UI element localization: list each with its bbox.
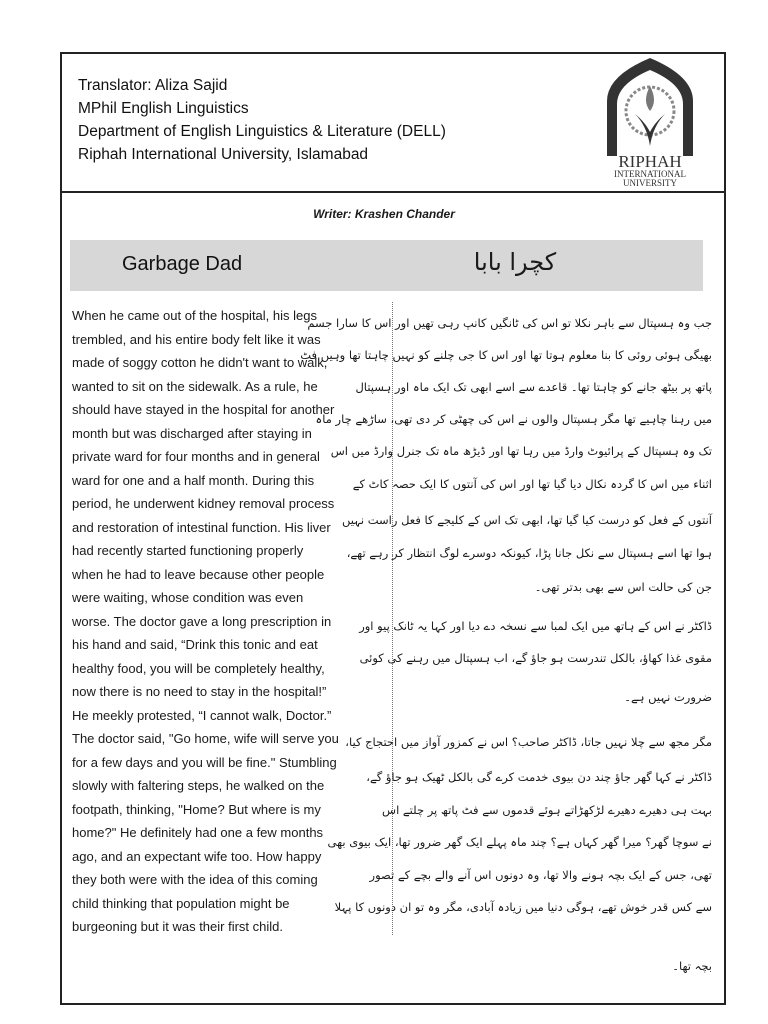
logo-university: UNIVERSITY [623,178,677,186]
urdu-line: بھیگی ہوئی روئی کا بنا معلوم ہوتا تھا اور اس کا جی چلنے کو نہیں چاہتا تھا وہیں فٹ [300,348,712,362]
english-line: were waiting, whose condition was even [72,590,304,605]
english-line: his hand and said, “Drink this tonic and eat [72,637,318,652]
urdu-line: بچہ تھا۔ [672,959,712,973]
english-line: now there is no need to stay in the hospital!” [72,684,327,699]
urdu-line: نے سوچا گھر؟ میرا گھر کہاں ہے؟ چند ماہ پہلے ایک گھر ضرور تھا، ایک بیوی بھی [327,835,712,849]
urdu-line: اثناء میں اس کا گردہ نکال دیا گیا تھا اور اس کی آنتوں کا ایک حصہ کاٹ کے [352,477,712,491]
logo-riphah: RIPHAH [618,152,682,171]
english-line: The doctor said, "Go home, wife will serve you [72,731,339,746]
english-line: when he had to leave because other people [72,566,325,582]
title-urdu: کچرا بابا [473,248,557,276]
department: Department of English Linguistics & Literature (DELL) [78,123,446,140]
english-line: should have stayed in the hospital for another [72,402,335,417]
english-line: made of soggy cotton he didn't want to walk, [72,355,328,370]
english-line: month but was discharged after staying in [72,425,312,441]
urdu-line: ڈاکٹر نے کہا گھر جاؤ چند دن بیوی خدمت کرے گی بالکل ٹھیک ہو جاؤ گے، [366,770,712,784]
urdu-line: مقوی غذا کھاؤ، بالکل تندرست ہو جاؤ گے، اب ہسپتال میں رہنے کی کوئی [359,651,712,665]
english-line: He meekly protested, “I cannot walk, Doctor.” [72,707,332,723]
riphah-logo [597,56,703,186]
urdu-line: تک وہ ہسپتال کے پرائیوٹ وارڈ میں رہا تھا اور ڈیڑھ ماہ تک جنرل وارڈ میں اس [330,444,712,458]
english-line: trembled, and his entire body felt like it was [72,331,321,347]
title-english: Garbage Dad [122,253,243,275]
english-line: wanted to sit on the sidewalk. As a rule, he [72,378,318,394]
english-line: private ward for four months and in general [72,449,320,464]
urdu-line: سے کس قدر خوش تھے، ہوگی دنیا میں زیادہ آبادی، مگر وہ تو ان دونوں کا پہلا [334,900,712,914]
english-line: burgeoning but it was their first child. [72,919,283,934]
english-line: had recently started functioning properly [72,543,304,558]
urdu-line: ڈاکٹر نے اس کے ہاتھ میں ایک لمبا سے نسخہ دے دیا اور کہا یہ ٹانک پیو اور [359,619,712,633]
urdu-line: آنتوں کے فعل کو درست کیا گیا تھا، ابھی تک اس کے کلیجے کا فعل راست نہیں [341,513,712,527]
translator-degree: MPhil English Linguistics [78,100,249,117]
urdu-line: بہت ہی دھیرے دھیرے لڑکھڑاتے ہوئے قدموں سے فٹ پاتھ پر چلتے اس [382,803,712,817]
urdu-line: ہوا تھا اسے ہسپتال سے نکل جانا پڑا، کیونکہ دوسرے لوگ انتظار کر رہے تھے، [346,546,712,560]
english-line: ago, and an expectant wife too. How happy [72,848,322,864]
english-line: footpath, thinking, "Home? But where is my [72,801,321,817]
urdu-line: جب وہ ہسپتال سے باہر نکلا تو اس کی ٹانگیں کانپ رہی تھیں اور اس کا سارا جسم [307,316,712,330]
english-line: worse. The doctor gave a long prescription in [72,613,332,629]
university: Riphah International University, Islamabad [78,146,369,163]
urdu-line: میں رہنا چاہیے تھا مگر ہسپتال والوں نے اس کی چھٹی کر دی تھی، ساڑھے چار ماہ [315,412,712,426]
urdu-line: پاتھ پر بیٹھ جانے کو چاہتا تھا۔ قاعدے سے اسے ابھی تک ایک ماہ اور ہسپتال [355,380,712,394]
urdu-line: ضرورت نہیں ہے۔ [624,690,712,704]
english-line: and restoration of intestinal function. His liver [72,519,331,535]
english-line: slowly with faltering steps, he walked on the [72,778,325,793]
english-line: for a few days and you will be fine." Stumbling [72,754,337,770]
english-line: child thinking that population might be [72,895,290,911]
english-line: When he came out of the hospital, his legs [72,308,317,323]
english-line: ward for one and a half month. During this [72,472,315,488]
english-line: period, he underwent kidney removal process [72,496,335,511]
translator-name: Translator: Aliza Sajid [78,77,228,94]
urdu-line: مگر مجھ سے چلا نہیں جاتا، ڈاکٹر صاحب؟ اس نے کمزور آواز میں احتجاج کیا، [345,735,712,749]
header-divider [60,191,726,193]
urdu-line: جن کی حالت اس سے بھی بدتر تھی۔ [534,580,712,594]
english-line: they both were with the idea of this coming [72,872,318,887]
english-line: home?" He definitely had one a few months [72,825,324,840]
english-line: healthy food, you will be completely healthy, [72,660,325,676]
logo-international: INTERNATIONAL [614,169,686,179]
urdu-line: تھی، جس کے ایک بچہ ہونے والا تھا، وہ دونوں اس آنے والے بچے کے تصور [369,868,712,882]
writer-credit: Writer: Krashen Chander [313,207,455,221]
